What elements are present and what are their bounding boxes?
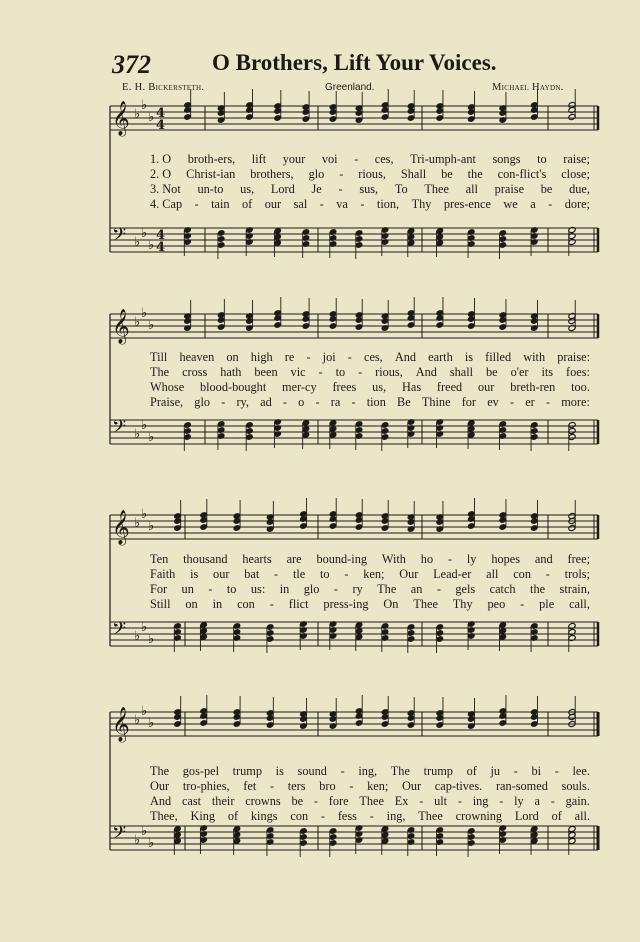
lyric-syllable: be: [486, 365, 498, 379]
lyric-syllable: crowns: [245, 794, 281, 808]
lyric-syllable: ry,: [236, 395, 249, 409]
bass-staff: [110, 823, 598, 851]
lyric-syllable: -: [545, 395, 551, 409]
lyric-syllable: rious,: [358, 167, 386, 181]
lyric-syllable: joi: [322, 350, 336, 364]
lyric-syllable: -: [419, 794, 424, 808]
lyric-syllable: -: [313, 794, 319, 808]
lyric-syllable: Thee: [424, 182, 449, 196]
lyric-syllable: a: [534, 794, 540, 808]
lyric-syllable: tion: [366, 395, 386, 409]
flat-icon: ♭: [148, 716, 155, 731]
lyric-syllable: raise;: [563, 152, 590, 166]
lyric-syllable: With: [381, 552, 406, 566]
lyric-syllable: ju: [490, 764, 501, 778]
bass-staff: [110, 619, 598, 647]
lyric-syllable: Ex: [394, 794, 409, 808]
lyric-syllable: frees: [332, 380, 357, 394]
lyric-syllable: ces,: [374, 152, 394, 166]
lyric-syllable: con: [513, 567, 531, 581]
verse-line: [150, 794, 590, 809]
lyric-syllable: Thee: [359, 794, 384, 808]
lyric-syllable: -: [513, 764, 518, 778]
flat-icon: ♭: [141, 226, 148, 241]
lyric-syllable: Thee,: [150, 809, 178, 823]
lyric-syllable: And: [415, 365, 437, 379]
treble-staff: [110, 306, 598, 345]
lyric-syllable: lift: [251, 152, 267, 166]
flat-icon: ♭: [141, 306, 148, 321]
lyric-syllable: in: [212, 597, 223, 611]
lyric-syllable: Lord: [514, 809, 539, 823]
lyric-syllable: The: [377, 582, 397, 596]
flat-icon: ♭: [148, 110, 155, 125]
time-signature-digit: 4: [156, 240, 166, 255]
lyric-syllable: -: [344, 567, 349, 581]
composer: Michael Haydn.: [492, 82, 564, 93]
lyric-syllable: with: [523, 350, 546, 364]
lyric-syllable: fess: [337, 809, 357, 823]
lyric-syllable: thousand: [183, 552, 228, 566]
lyric-syllable: -: [282, 395, 287, 409]
lyric-syllable: is: [190, 567, 199, 581]
verse-line: [150, 380, 590, 395]
verse-block-3: [150, 552, 590, 612]
lyric-syllable: earth: [428, 350, 453, 364]
lyric-syllable: Thee: [418, 809, 443, 823]
lyric-syllable: to: [537, 152, 547, 166]
verse-line: [150, 809, 590, 824]
lyric-syllable: -: [369, 809, 374, 823]
lyric-syllable: 1. O: [150, 152, 172, 166]
treble-clef-icon: 𝄞: [112, 707, 130, 742]
lyric-syllable: on: [185, 597, 198, 611]
lyric-syllable: -: [554, 764, 559, 778]
lyric-syllable: ple: [539, 597, 555, 611]
lyric-syllable: its: [541, 365, 554, 379]
lyric-syllable: ev: [487, 395, 499, 409]
lyric-syllable: more:: [561, 395, 590, 409]
lyric-syllable: Till: [150, 350, 168, 364]
lyric-syllable: -: [208, 582, 213, 596]
lyric-syllable: press-ing: [323, 597, 369, 611]
lyric-syllable: due,: [569, 182, 590, 196]
lyric-syllable: Thy: [411, 197, 432, 211]
lyric-syllable: sal: [293, 197, 308, 211]
flat-icon: ♭: [134, 235, 141, 250]
lyric-syllable: King: [190, 809, 216, 823]
lyric-syllable: -: [333, 582, 339, 596]
lyric-syllable: -: [550, 794, 555, 808]
lyric-syllable: the: [530, 582, 546, 596]
lyric-syllable: -: [269, 779, 275, 793]
lyric-syllable: ad: [260, 395, 272, 409]
lyric-syllable: hopes: [491, 552, 521, 566]
lyric-syllable: -: [351, 395, 356, 409]
lyric-syllable: trols;: [564, 567, 590, 581]
lyric-syllable: to: [335, 365, 346, 379]
lyric-syllable: breth-ren: [510, 380, 556, 394]
lyric-syllable: crowning: [455, 809, 503, 823]
lyric-syllable: praise: [494, 182, 525, 196]
flat-icon: ♭: [141, 620, 148, 635]
time-signature-digit: 4: [156, 106, 166, 121]
lyric-syllable: bro: [319, 779, 336, 793]
lyric-syllable: cap-tives.: [434, 779, 483, 793]
flat-icon: ♭: [134, 107, 141, 122]
lyric-syllable: -: [509, 395, 515, 409]
flat-icon: ♭: [141, 418, 148, 433]
flat-icon: ♭: [141, 704, 148, 719]
lyric-syllable: trump: [232, 764, 263, 778]
lyric-syllable: -: [457, 794, 462, 808]
tune-name: Greenland.: [325, 82, 375, 93]
lyric-syllable: un: [181, 582, 194, 596]
bass-clef-icon: 𝄢: [112, 225, 127, 250]
lyric-syllable: ing: [472, 794, 489, 808]
lyric-syllable: Tri-umph-ant: [410, 152, 476, 166]
treble-clef-icon: 𝄞: [112, 510, 130, 545]
lyric-syllable: high: [250, 350, 273, 364]
flat-icon: ♭: [148, 836, 155, 851]
lyric-syllable: con: [237, 597, 255, 611]
lyric-syllable: For: [150, 582, 168, 596]
lyric-syllable: Ten: [150, 552, 169, 566]
lyric-syllable: are: [286, 552, 302, 566]
lyric-syllable: To: [394, 182, 408, 196]
flat-icon: ♭: [141, 98, 148, 113]
lyric-syllable: -: [194, 197, 199, 211]
lyric-syllable: And: [394, 350, 417, 364]
lyric-syllable: sus,: [359, 182, 379, 196]
lyric-syllable: strain,: [559, 582, 590, 596]
bass-clef-icon: 𝄢: [112, 823, 127, 848]
hymn-title: O Brothers, Lift Your Voices.: [212, 50, 497, 75]
lyric-syllable: Lead-er: [433, 567, 472, 581]
lyric-syllable: tion,: [376, 197, 400, 211]
lyric-syllable: gos-pel: [182, 764, 219, 778]
lyric-syllable: -: [338, 182, 343, 196]
lyric-syllable: on: [226, 350, 239, 364]
verse-line: [150, 197, 590, 212]
lyric-syllable: ken;: [363, 567, 385, 581]
lyric-syllable: dore;: [564, 197, 590, 211]
verse-block-4: [150, 764, 590, 824]
flat-icon: ♭: [148, 238, 155, 253]
verse-line: [150, 167, 590, 182]
text-author: E. H. Bickersteth.: [122, 82, 205, 93]
verse-line: [150, 152, 590, 167]
lyric-syllable: peo: [487, 597, 506, 611]
lyric-syllable: glo: [303, 582, 320, 596]
lyric-syllable: brothers,: [250, 167, 294, 181]
flat-icon: ♭: [134, 315, 141, 330]
treble-staff: [110, 704, 598, 743]
lyric-syllable: tro-phies,: [182, 779, 230, 793]
lyric-syllable: in: [279, 582, 290, 596]
lyric-syllable: glo: [308, 167, 325, 181]
treble-staff: [110, 98, 598, 137]
lyric-syllable: of: [242, 197, 253, 211]
lyric-syllable: -: [306, 350, 311, 364]
bass-clef-icon: 𝄢: [112, 417, 127, 442]
lyric-syllable: The: [150, 365, 170, 379]
flat-icon: ♭: [148, 430, 155, 445]
lyric-syllable: ly: [514, 794, 524, 808]
lyric-syllable: ly: [466, 552, 477, 566]
lyric-syllable: Still: [150, 597, 171, 611]
lyric-syllable: rious,: [375, 365, 403, 379]
lyric-syllable: ing,: [386, 809, 406, 823]
lyric-syllable: ho: [420, 552, 434, 566]
lyric-syllable: -: [360, 197, 365, 211]
verse-block-1: [150, 152, 590, 212]
lyric-syllable: Our: [150, 779, 170, 793]
lyric-syllable: Be: [397, 395, 411, 409]
lyric-syllable: a: [530, 197, 536, 211]
lyric-syllable: is: [464, 350, 474, 364]
lyric-syllable: ing,: [358, 764, 378, 778]
lyric-syllable: -: [320, 809, 326, 823]
lyric-syllable: On: [383, 597, 399, 611]
lyric-syllable: gels: [455, 582, 476, 596]
lyric-syllable: Lord: [270, 182, 295, 196]
flat-icon: ♭: [134, 629, 141, 644]
lyric-syllable: cast: [181, 794, 202, 808]
verse-line: [150, 582, 590, 597]
lyric-syllable: us,: [372, 380, 387, 394]
lyric-syllable: va: [336, 197, 348, 211]
lyric-syllable: for: [461, 395, 477, 409]
treble-clef-icon: 𝄞: [112, 101, 130, 136]
lyric-syllable: to: [226, 582, 237, 596]
lyric-syllable: -: [447, 552, 453, 566]
lyric-syllable: kings: [250, 809, 278, 823]
lyric-syllable: flict: [288, 597, 309, 611]
verse-line: [150, 395, 590, 410]
lyric-syllable: and: [534, 552, 553, 566]
lyric-syllable: be: [291, 794, 304, 808]
lyric-syllable: to: [320, 567, 330, 581]
lyric-syllable: us,: [240, 182, 255, 196]
lyric-syllable: our: [478, 380, 495, 394]
lyric-syllable: foes:: [566, 365, 590, 379]
lyric-syllable: voi: [321, 152, 338, 166]
lyric-syllable: fet: [243, 779, 257, 793]
lyric-syllable: con: [290, 809, 309, 823]
lyric-syllable: too.: [571, 380, 590, 394]
treble-staff: [110, 507, 598, 546]
lyric-syllable: tle: [292, 567, 306, 581]
bass-staff: [110, 225, 598, 255]
lyric-syllable: con-flict's: [497, 167, 547, 181]
lyric-syllable: -: [436, 582, 441, 596]
lyric-syllable: -: [354, 152, 359, 166]
lyric-syllable: gain.: [565, 794, 590, 808]
lyric-syllable: mer-cy: [282, 380, 317, 394]
treble-clef-icon: 𝄞: [112, 309, 130, 344]
lyric-syllable: Thy: [452, 597, 473, 611]
lyric-syllable: ters: [287, 779, 306, 793]
lyric-syllable: trump: [423, 764, 453, 778]
lyric-syllable: The: [390, 764, 410, 778]
flat-icon: ♭: [148, 519, 155, 534]
lyric-syllable: -: [318, 365, 323, 379]
lyric-syllable: o: [298, 395, 305, 409]
lyric-syllable: be: [441, 167, 453, 181]
lyric-syllable: ry: [352, 582, 363, 596]
lyric-syllable: Thine: [421, 395, 451, 409]
flat-icon: ♭: [141, 507, 148, 522]
lyric-syllable: fore: [328, 794, 349, 808]
lyric-syllable: And: [150, 794, 172, 808]
flat-icon: ♭: [148, 632, 155, 647]
time-signature-digit: 4: [156, 118, 166, 133]
lyric-syllable: Our: [399, 567, 419, 581]
lyric-syllable: bound-ing: [316, 552, 367, 566]
lyric-syllable: Christ-ian: [186, 167, 236, 181]
lyric-syllable: songs: [492, 152, 521, 166]
lyric-syllable: Faith: [150, 567, 176, 581]
verse-line: [150, 552, 590, 567]
lyric-syllable: of: [466, 764, 477, 778]
lyric-syllable: shall: [449, 365, 474, 379]
lyric-syllable: tain: [211, 197, 230, 211]
lyric-syllable: an: [410, 582, 423, 596]
lyric-syllable: pres-ence: [443, 197, 491, 211]
lyric-syllable: ult: [434, 794, 448, 808]
lyric-syllable: 4. Cap: [150, 197, 183, 211]
lyric-syllable: Praise,: [150, 395, 184, 409]
lyric-syllable: freed: [436, 380, 463, 394]
lyric-syllable: hearts: [242, 552, 272, 566]
lyric-syllable: -: [340, 764, 345, 778]
lyric-syllable: souls.: [561, 779, 590, 793]
bass-staff: [110, 417, 598, 445]
lyric-syllable: we: [503, 197, 518, 211]
verse-line: [150, 567, 590, 582]
flat-icon: ♭: [134, 427, 141, 442]
lyric-syllable: -: [347, 350, 352, 364]
lyric-syllable: glo: [194, 395, 211, 409]
lyric-syllable: be: [540, 182, 553, 196]
bass-clef-icon: 𝄢: [112, 619, 127, 644]
lyric-syllable: -: [269, 597, 274, 611]
lyric-syllable: -: [274, 567, 279, 581]
verse-line: [150, 779, 590, 794]
lyric-syllable: ken;: [367, 779, 389, 793]
lyric-syllable: -: [545, 567, 550, 581]
lyric-syllable: Je: [311, 182, 322, 196]
lyric-syllable: re: [284, 350, 295, 364]
lyric-syllable: all: [465, 182, 478, 196]
lyric-syllable: -: [339, 167, 344, 181]
lyric-syllable: the: [467, 167, 483, 181]
lyric-syllable: Has: [401, 380, 422, 394]
lyric-syllable: their: [211, 794, 235, 808]
lyric-syllable: -: [349, 779, 354, 793]
lyric-syllable: ces,: [363, 350, 383, 364]
lyric-syllable: Our: [401, 779, 422, 793]
flat-icon: ♭: [148, 318, 155, 333]
lyric-syllable: praise:: [557, 350, 590, 364]
lyric-syllable: us:: [250, 582, 266, 596]
lyric-syllable: -: [548, 197, 553, 211]
lyric-syllable: The: [150, 764, 170, 778]
verse-block-2: [150, 350, 590, 410]
flat-icon: ♭: [134, 833, 141, 848]
flat-icon: ♭: [134, 713, 141, 728]
lyric-syllable: cross: [182, 365, 208, 379]
lyric-syllable: filled: [485, 350, 512, 364]
lyric-syllable: -: [358, 365, 363, 379]
lyric-syllable: all.: [574, 809, 590, 823]
hymn-number: 372: [112, 50, 151, 79]
lyric-syllable: o'er: [510, 365, 529, 379]
lyric-syllable: call,: [569, 597, 590, 611]
verse-line: [150, 182, 590, 197]
lyric-syllable: ran-somed: [495, 779, 548, 793]
flat-icon: ♭: [134, 516, 141, 531]
lyric-syllable: blood-bought: [199, 380, 267, 394]
verse-line: [150, 365, 590, 380]
lyric-syllable: bat: [244, 567, 260, 581]
lyric-syllable: un-to: [197, 182, 224, 196]
time-signature-digit: 4: [156, 228, 166, 243]
verse-line: [150, 597, 590, 612]
lyric-syllable: of: [551, 809, 562, 823]
lyric-syllable: ra: [330, 395, 341, 409]
lyric-syllable: 2. O: [150, 167, 172, 181]
lyric-syllable: er: [525, 395, 535, 409]
lyric-syllable: -: [221, 395, 226, 409]
verse-line: [150, 764, 590, 779]
lyric-syllable: your: [282, 152, 306, 166]
lyric-syllable: lee.: [572, 764, 590, 778]
lyric-syllable: hath: [220, 365, 242, 379]
lyric-syllable: our: [264, 197, 282, 211]
lyric-syllable: heaven: [179, 350, 215, 364]
lyric-syllable: -: [319, 197, 324, 211]
verse-line: [150, 350, 590, 365]
lyric-syllable: Thee: [413, 597, 438, 611]
lyric-syllable: is: [275, 764, 284, 778]
lyric-syllable: sound: [297, 764, 327, 778]
flat-icon: ♭: [141, 824, 148, 839]
lyric-syllable: all: [486, 567, 499, 581]
lyric-syllable: catch: [489, 582, 516, 596]
lyric-syllable: close;: [561, 167, 590, 181]
lyric-syllable: -: [315, 395, 320, 409]
lyric-syllable: Shall: [400, 167, 427, 181]
lyric-syllable: of: [227, 809, 239, 823]
lyric-syllable: our: [213, 567, 230, 581]
lyric-syllable: broth-ers,: [187, 152, 236, 166]
lyric-syllable: Whose: [150, 380, 185, 394]
lyric-syllable: -: [520, 597, 525, 611]
lyric-syllable: vic: [290, 365, 306, 379]
lyric-syllable: bi: [531, 764, 542, 778]
lyric-syllable: 3. Not: [150, 182, 181, 196]
lyric-syllable: free;: [567, 552, 590, 566]
lyric-syllable: -: [499, 794, 504, 808]
lyric-syllable: been: [254, 365, 278, 379]
